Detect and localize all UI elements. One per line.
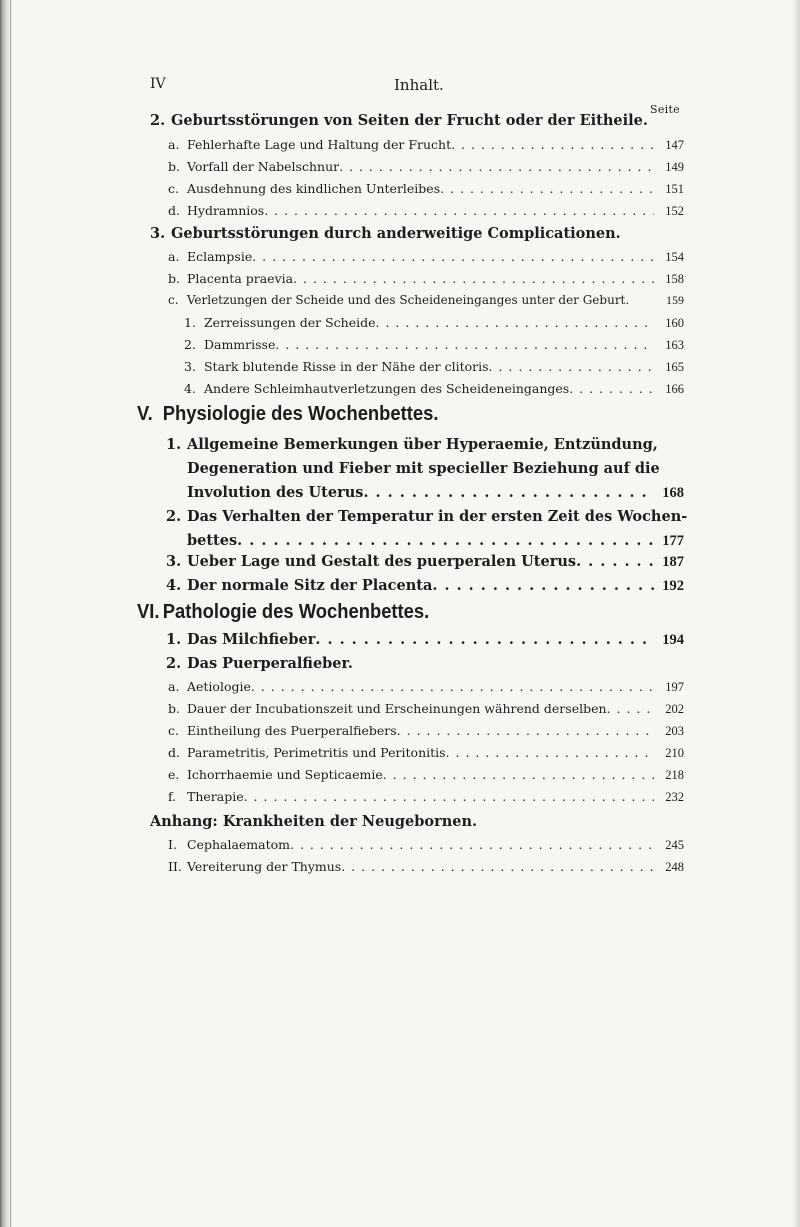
entry-text: Zerreissungen der Scheide xyxy=(203,315,376,330)
entry-number: 2. xyxy=(166,655,182,672)
entry-label: b. xyxy=(168,271,180,286)
toc-entry xyxy=(150,679,684,701)
entry-label: c. xyxy=(168,293,179,307)
entry-label: I. xyxy=(168,837,177,852)
binding-line xyxy=(10,0,11,1227)
page-number: 163 xyxy=(665,338,684,352)
entry-text: Vorfall der Nabelschnur xyxy=(186,159,340,174)
entry-label: f. xyxy=(168,789,177,804)
leader-dots xyxy=(252,249,654,264)
toc-chapter-physiologie xyxy=(137,403,640,433)
entry-text-line1: Allgemeine Bemerkungen über Hyperaemie, Entzündung, xyxy=(187,436,658,453)
chapter-title: Pathologie des Wochenbettes. xyxy=(162,601,430,623)
entry-text: Das Puerperalfieber. xyxy=(187,655,353,672)
heading-number: 2. xyxy=(150,112,166,129)
toc-subentry xyxy=(150,337,684,359)
entry-text: Stark blutende Risse in der Nähe der clitoris xyxy=(203,359,489,374)
leader-dots xyxy=(293,271,654,286)
leader-dots xyxy=(569,381,654,396)
entry-label: c. xyxy=(168,723,179,738)
entry-number: 1. xyxy=(166,631,182,648)
entry-text: Parametritis, Perimetritis und Peritonitis xyxy=(186,745,446,760)
page-number: 147 xyxy=(665,138,684,152)
page-number: 203 xyxy=(665,724,684,738)
entry-label: 3. xyxy=(184,359,196,374)
toc-entry-sitz-placenta xyxy=(150,577,684,601)
entry-label: b. xyxy=(168,701,180,716)
entry-text: Therapie xyxy=(186,789,244,804)
leader-dots xyxy=(275,337,654,352)
leader-dots xyxy=(440,181,654,196)
page-number: 165 xyxy=(665,360,684,374)
entry-text-line3: Involution des Uterus xyxy=(187,484,364,501)
page-number: 202 xyxy=(665,702,684,716)
page-number: 218 xyxy=(665,768,684,782)
leader-dots xyxy=(451,137,654,152)
page-number: 152 xyxy=(665,204,684,218)
entry-label: II. xyxy=(168,859,182,874)
entry-text-line2: Degeneration und Fieber mit specieller Beziehung auf die xyxy=(187,460,660,477)
toc-entry xyxy=(150,203,684,225)
page-number: 197 xyxy=(665,680,684,694)
toc-heading-geburtsstoerungen-frucht xyxy=(150,112,684,137)
entry-label: c. xyxy=(168,181,179,196)
page-number: 187 xyxy=(662,554,684,570)
entry-label: a. xyxy=(168,137,180,152)
leader-dots xyxy=(432,577,654,594)
entry-text: Eclampsie xyxy=(186,249,253,264)
entry-label: 4. xyxy=(184,381,196,396)
entry-text: Andere Schleimhautverletzungen des Scheideneinganges xyxy=(203,381,570,396)
heading-text: Krankheiten der Neugebornen. xyxy=(222,813,478,830)
entry-text: Ausdehnung des kindlichen Unterleibes xyxy=(186,181,441,196)
entry-label: d. xyxy=(168,745,180,760)
leader-dots xyxy=(489,359,654,374)
entry-number: 3. xyxy=(166,553,182,570)
toc-entry xyxy=(150,701,684,723)
leader-dots xyxy=(341,859,654,874)
toc-entry-verhalten-temperatur xyxy=(150,505,688,553)
toc-entry xyxy=(150,249,684,271)
leader-dots xyxy=(251,679,654,694)
entry-text: Verletzungen der Scheide und des Scheideneinganges unter der Geburt. xyxy=(186,293,630,307)
page-number: 160 xyxy=(665,316,684,330)
toc-chapter-pathologie xyxy=(137,601,640,631)
entry-label: e. xyxy=(168,767,180,782)
entry-text: Ueber Lage und Gestalt des puerperalen Uterus xyxy=(187,553,577,570)
chapter-number: V. xyxy=(137,403,153,425)
page-number: 245 xyxy=(665,838,684,852)
entry-text: Hydramnios xyxy=(186,203,265,218)
toc-entry xyxy=(150,767,684,789)
toc-entry xyxy=(150,837,684,859)
entry-text: Eintheilung des Puerperalfiebers xyxy=(186,723,397,738)
entry-label: d. xyxy=(168,203,180,218)
toc-entry xyxy=(150,271,684,293)
leader-dots xyxy=(607,701,654,716)
leader-dots xyxy=(376,315,654,330)
entry-number: 1. xyxy=(166,436,182,453)
leader-dots xyxy=(363,481,654,505)
toc-entry-milchfieber xyxy=(150,631,684,655)
table-of-contents xyxy=(137,112,688,881)
page-left-edge xyxy=(0,0,14,1227)
entry-text: Cephalaematom xyxy=(186,837,291,852)
entry-text: Dauer der Incubationszeit und Erscheinungen während derselben xyxy=(186,701,607,716)
entry-text: Ichorrhaemie und Septicaemie xyxy=(186,767,383,782)
entry-text: Fehlerhafte Lage und Haltung der Frucht xyxy=(186,137,452,152)
page-number: 158 xyxy=(665,272,684,286)
toc-subentry xyxy=(150,315,684,337)
toc-entry xyxy=(150,723,684,745)
toc-entry-lage-gestalt xyxy=(150,553,684,577)
toc-entry-allgemeine-bemerkungen xyxy=(150,433,684,505)
page-number: 232 xyxy=(665,790,684,804)
entry-label: a. xyxy=(168,249,180,264)
toc-entry xyxy=(150,293,684,315)
running-title: Inhalt. xyxy=(394,76,444,94)
toc-entry xyxy=(150,159,684,181)
page-number: 166 xyxy=(665,382,684,396)
heading-text: Geburtsstörungen durch anderweitige Complicationen. xyxy=(171,225,621,242)
leader-dots xyxy=(383,767,654,782)
entry-label: 1. xyxy=(184,315,196,330)
entry-text: Placenta praevia xyxy=(186,271,294,286)
toc-subentry xyxy=(150,359,684,381)
chapter-number: VI. xyxy=(137,601,160,623)
entry-number: 2. xyxy=(166,508,182,525)
page-number: 154 xyxy=(665,250,684,264)
toc-entry xyxy=(150,181,684,203)
leader-dots xyxy=(264,203,654,218)
page-number: 159 xyxy=(666,293,684,307)
entry-text-line1: Das Verhalten der Temperatur in der ersten Zeit des Wochen- xyxy=(187,508,688,525)
leader-dots xyxy=(576,553,654,570)
page-number: 151 xyxy=(665,182,684,196)
toc-entry-puerperalfieber xyxy=(150,655,684,679)
leader-dots xyxy=(446,745,654,760)
leader-dots xyxy=(244,789,654,804)
page-header xyxy=(150,76,680,96)
leader-dots xyxy=(315,631,654,648)
page-number: 192 xyxy=(662,578,684,594)
entry-label: a. xyxy=(168,679,180,694)
seite-label: Seite xyxy=(650,103,680,116)
toc-heading-anhang xyxy=(150,813,684,837)
anhang-prefix: Anhang: xyxy=(150,813,218,830)
page-number: 194 xyxy=(662,632,684,648)
page-number: 149 xyxy=(665,160,684,174)
entry-label: b. xyxy=(168,159,180,174)
heading-number: 3. xyxy=(150,225,166,242)
page-number: 248 xyxy=(665,860,684,874)
page-number: 210 xyxy=(665,746,684,760)
leader-dots xyxy=(290,837,654,852)
page-number: 168 xyxy=(662,485,684,501)
entry-text: Vereiterung der Thymus xyxy=(186,859,342,874)
entry-text-line2: bettes xyxy=(187,532,238,549)
toc-entry xyxy=(150,859,684,881)
toc-entry xyxy=(150,745,684,767)
leader-dots xyxy=(237,529,654,553)
entry-label: 2. xyxy=(184,337,196,352)
entry-number: 4. xyxy=(166,577,182,594)
page-right-edge xyxy=(792,0,800,1227)
page-number-roman: IV xyxy=(150,76,166,92)
leader-dots xyxy=(397,723,654,738)
entry-text: Dammrisse xyxy=(203,337,276,352)
chapter-title: Physiologie des Wochenbettes. xyxy=(162,403,439,425)
toc-entry xyxy=(150,789,684,811)
heading-text: Geburtsstörungen von Seiten der Frucht oder der Eitheile. xyxy=(171,112,648,129)
entry-text: Das Milchfieber xyxy=(187,631,316,648)
leader-dots xyxy=(339,159,654,174)
entry-text: Aetiologie xyxy=(186,679,251,694)
toc-heading-geburtsstoerungen-complicationen xyxy=(150,225,684,249)
page-number: 177 xyxy=(662,533,684,549)
entry-text: Der normale Sitz der Placenta xyxy=(187,577,433,594)
toc-subentry xyxy=(150,381,684,403)
toc-entry xyxy=(150,137,684,159)
